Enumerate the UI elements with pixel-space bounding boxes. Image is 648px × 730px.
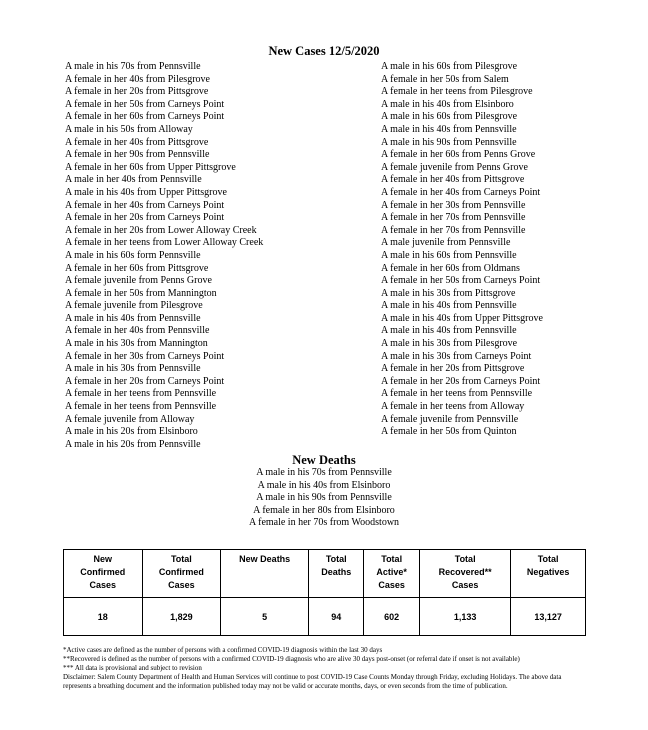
case-entry: A female in her 50s from Salem bbox=[381, 73, 509, 85]
column-header bbox=[142, 550, 221, 598]
column-header-text: New bbox=[93, 554, 113, 564]
death-entry: A male in his 40s from Elsinboro bbox=[257, 479, 391, 491]
case-entry: A female in her teens from Pennsville bbox=[65, 401, 217, 413]
case-entry: A male in his 40s from Pennsville bbox=[381, 300, 517, 312]
table-cell: 5 bbox=[221, 598, 309, 636]
table-cell: 1,133 bbox=[420, 598, 511, 636]
case-entry: A male in his 30s from Pilesgrove bbox=[381, 338, 518, 350]
case-entry: A female in her 40s from Pilesgrove bbox=[65, 73, 210, 85]
column-header bbox=[221, 550, 309, 598]
case-entry: A female in her 20s from Pittsgrove bbox=[65, 86, 209, 98]
column-header-text: Confirmed bbox=[80, 567, 126, 577]
case-entry: A female juvenile from Pilesgrove bbox=[65, 300, 203, 312]
case-entry: A male in his 60s from Pennsville bbox=[381, 249, 517, 261]
case-entry: A female in her 50s from Quinton bbox=[381, 426, 517, 438]
case-entry: A female in her 30s from Carneys Point bbox=[65, 350, 225, 362]
table-cell: 13,127 bbox=[511, 598, 586, 636]
new-cases-title: New Cases 12/5/2020 bbox=[268, 44, 380, 58]
column-header bbox=[420, 550, 511, 598]
case-entry: A female in her 20s from Lower Alloway Creek bbox=[65, 224, 257, 236]
case-entry: A female juvenile from Pennsville bbox=[381, 413, 519, 425]
column-header-text: Cases bbox=[378, 580, 405, 590]
table-cell: 18 bbox=[64, 598, 143, 636]
case-entry: A female in her 50s from Mannington bbox=[65, 287, 217, 299]
case-entry: A male in his 30s from Pennsville bbox=[65, 363, 201, 375]
table-cell: 94 bbox=[309, 598, 364, 636]
case-entry: A male in his 70s from Pennsville bbox=[65, 61, 201, 72]
column-header bbox=[309, 550, 364, 598]
case-entry: A female juvenile from Penns Grove bbox=[381, 161, 528, 173]
case-entry: A female in her 60s from Penns Grove bbox=[381, 149, 536, 161]
column-header-text: Negatives bbox=[526, 567, 570, 577]
column-header-text: Active* bbox=[376, 567, 407, 577]
column-header-text: Total bbox=[454, 554, 476, 564]
case-entry: A female in her teens from Pennsville bbox=[65, 388, 217, 400]
new-cases-list-right bbox=[381, 61, 543, 439]
case-entry: A male in his 40s from Upper Pittsgrove bbox=[381, 312, 543, 324]
case-entry: A female in her 60s from Oldmans bbox=[381, 262, 520, 274]
case-entry: A female juvenile from Penns Grove bbox=[65, 275, 212, 287]
case-entry: A female in her 30s from Pennsville bbox=[381, 199, 526, 211]
table-cell: 602 bbox=[364, 598, 420, 636]
case-entry: A female in her 40s from Pittsgrove bbox=[65, 136, 209, 148]
case-entry: A male in his 50s from Alloway bbox=[65, 123, 193, 135]
column-header-text: Total bbox=[325, 554, 347, 564]
column-header-text: Cases bbox=[451, 580, 479, 590]
case-entry: A male in his 40s from Pennsville bbox=[381, 325, 517, 337]
footnotes bbox=[63, 646, 588, 691]
case-entry: A male in his 60s from Pilesgrove bbox=[381, 61, 518, 72]
case-entry: A female in her 50s from Carneys Point bbox=[65, 98, 225, 110]
table-header-row bbox=[64, 550, 586, 598]
case-entry: A male in her 40s from Pennsville bbox=[65, 174, 202, 186]
case-entry: A female in her teens from Alloway bbox=[381, 401, 525, 413]
case-entry: A female in her 60s from Upper Pittsgrove bbox=[65, 161, 236, 173]
column-header-text: Total bbox=[170, 554, 192, 564]
case-entry: A female in her 70s from Pennsville bbox=[381, 212, 526, 224]
case-entry: A female in her 40s from Pennsville bbox=[65, 325, 210, 337]
footnote: *** All data is provisional and subject to revision bbox=[63, 664, 202, 672]
case-entry: A female in her 70s from Pennsville bbox=[381, 224, 526, 236]
footnote: Disclaimer: Salem County Department of Health and Human Services will continue to post COVID-19 Case Counts Monday through Friday, excluding Holidays. The above data represents a breathing document and the information published today may not be valid or accurate months, days, or even seconds from the time of publication. bbox=[63, 673, 562, 690]
case-entry: A female in her 40s from Carneys Point bbox=[381, 186, 541, 198]
death-entry: A female in her 80s from Elsinboro bbox=[253, 504, 395, 516]
death-entry: A male in his 70s from Pennsville bbox=[256, 467, 392, 478]
case-entry: A male in his 20s from Pennsville bbox=[65, 438, 201, 450]
case-entry: A female in her teens from Lower Alloway Creek bbox=[65, 237, 264, 249]
case-entry: A male in his 20s from Elsinboro bbox=[65, 426, 198, 438]
new-deaths-list bbox=[0, 467, 648, 530]
case-entry: A female in her 20s from Carneys Point bbox=[381, 375, 541, 387]
case-entry: A male in his 30s from Mannington bbox=[65, 338, 208, 350]
column-header bbox=[64, 550, 143, 598]
column-header-text: Total bbox=[381, 554, 403, 564]
table-cell: 1,829 bbox=[142, 598, 221, 636]
column-header-text: Cases bbox=[89, 580, 117, 590]
case-entry: A male in his 30s from Pittsgrove bbox=[381, 287, 516, 299]
table-row bbox=[64, 598, 586, 636]
death-entry: A male in his 90s from Pennsville bbox=[256, 492, 392, 504]
footnote: *Active cases are defined as the number of persons with a confirmed COVID-19 diagnosis within the last 30 days bbox=[63, 646, 383, 654]
death-entry: A female in her 70s from Woodstown bbox=[248, 517, 400, 529]
case-entry: A female in her teens from Pilesgrove bbox=[381, 86, 533, 98]
case-entry: A female in her 50s from Carneys Point bbox=[381, 275, 541, 287]
case-entry: A female in her teens from Pennsville bbox=[381, 388, 533, 400]
case-entry: A female in her 90s from Pennsville bbox=[65, 149, 210, 161]
case-entry: A male in his 40s from Pennsville bbox=[381, 123, 517, 135]
case-entry: A male in his 90s from Pennsville bbox=[381, 136, 517, 148]
case-entry: A female in her 60s from Carneys Point bbox=[65, 111, 225, 123]
case-entry: A female in her 40s from Pittsgrove bbox=[381, 174, 525, 186]
case-entry: A female juvenile from Alloway bbox=[65, 413, 195, 425]
case-entry: A male in his 60s from Pilesgrove bbox=[381, 111, 518, 123]
column-header-text: Cases bbox=[168, 580, 195, 590]
footnote: **Recovered is defined as the number of persons with a confirmed COVID-19 diagnosis who are alive 30 days post-onset (or referral date if onset is not available) bbox=[63, 655, 520, 663]
column-header-text: Recovered** bbox=[438, 567, 492, 577]
new-deaths-title: New Deaths bbox=[292, 453, 356, 467]
column-header-text: New Deaths bbox=[239, 554, 291, 564]
case-entry: A female in her 20s from Pittsgrove bbox=[381, 363, 525, 375]
case-entry: A female in her 20s from Carneys Point bbox=[65, 375, 225, 387]
case-entry: A female in her 20s from Carneys Point bbox=[65, 212, 225, 224]
case-entry: A male in his 40s from Upper Pittsgrove bbox=[65, 186, 227, 198]
case-entry: A male juvenile from Pennsville bbox=[381, 237, 511, 249]
case-summary-table bbox=[63, 549, 586, 636]
case-entry: A male in his 40s from Elsinboro bbox=[381, 98, 514, 110]
column-header-text: Deaths bbox=[321, 567, 352, 577]
column-header bbox=[511, 550, 586, 598]
case-entry: A female in her 40s from Carneys Point bbox=[65, 199, 225, 211]
case-entry: A male in his 40s from Pennsville bbox=[65, 312, 201, 324]
case-entry: A male in his 60s form Pennsville bbox=[65, 249, 201, 261]
case-entry: A male in his 30s from Carneys Point bbox=[381, 350, 532, 362]
column-header-text: Confirmed bbox=[158, 567, 204, 577]
case-entry: A female in her 60s from Pittsgrove bbox=[65, 262, 209, 274]
column-header-text: Total bbox=[537, 554, 559, 564]
new-cases-list-left bbox=[65, 61, 263, 451]
column-header bbox=[364, 550, 420, 598]
